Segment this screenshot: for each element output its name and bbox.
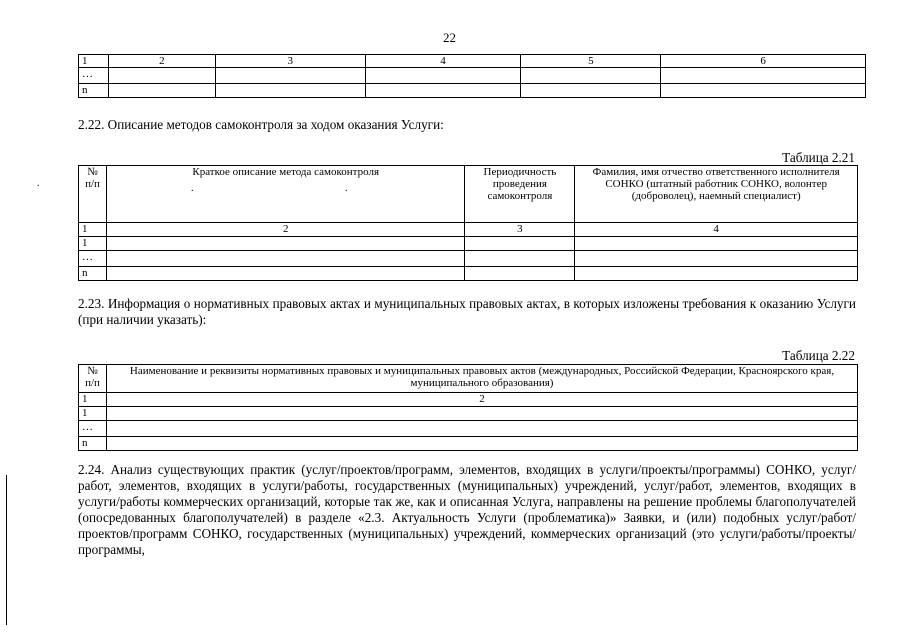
- table-cell: 1: [79, 55, 109, 68]
- table-header-row: [79, 166, 858, 223]
- table-cell: n: [79, 437, 107, 451]
- table-cell: [365, 68, 521, 84]
- table-cell: 2: [106, 223, 464, 237]
- table-cell: 2: [108, 55, 215, 68]
- table-2-21: [78, 165, 858, 281]
- table-2-22-caption: Таблица 2.22: [782, 348, 855, 363]
- table-cell: n: [79, 267, 107, 281]
- section-2-24-text: 2.24. Анализ существующих практик (услуг/проектов/программ, элементов, входящих в услуги/проекты/программы) СОНКО, услуг/работ, элементов, входящих в услуги/работы, государственных (муниципальных) учреждений, услуг/работ, элементов, входящих в услуги/работы коммерческих организаций, которые так же, как и описанная Услуга, направлены на решение проблемы благополучателей (опосредованных благополучателей) в разделе «2.3. Актуальность Услуги (проблематика)» Заявки, и (или) подобных услуг/работ/проектов/программ СОНКО, государственных (муниципальных) учреждений, коммерческих организаций (это услуги/работы/проекты/программы,: [78, 462, 856, 557]
- table-header-row: [79, 365, 858, 393]
- header-method-description: Краткое описание метода самоконтроля: [106, 166, 464, 223]
- table-cell: 4: [575, 223, 858, 237]
- table-cell: n: [79, 84, 109, 98]
- table-cell: [106, 251, 464, 267]
- scan-margin-line: [6, 475, 7, 625]
- table-cell: [465, 237, 575, 251]
- scan-dot: .: [345, 183, 348, 194]
- table-row: [79, 251, 858, 267]
- table-row: [79, 237, 858, 251]
- table-cell: [106, 267, 464, 281]
- table-cell: [108, 68, 215, 84]
- table-cell: 2: [106, 393, 857, 407]
- header-number: № п/п: [79, 365, 107, 393]
- table-row: [79, 407, 858, 421]
- table-row: [79, 393, 858, 407]
- table-cell: 6: [661, 55, 866, 68]
- table-cell: …: [79, 421, 107, 437]
- section-2-22-text: 2.22. Описание методов самоконтроля за ходом оказания Услуги:: [78, 117, 444, 132]
- table-cell: [521, 68, 661, 84]
- table-row: [79, 68, 866, 84]
- table-row: [79, 223, 858, 237]
- table-cell: …: [79, 251, 107, 267]
- scan-dot: .: [37, 178, 40, 189]
- table-cell: 1: [79, 237, 107, 251]
- table-cell: [106, 407, 857, 421]
- table-cell: [106, 421, 857, 437]
- table-cell: [465, 251, 575, 267]
- table-cell: [575, 267, 858, 281]
- table-2-22: [78, 364, 858, 451]
- table-cell: [106, 437, 857, 451]
- table-row: [79, 421, 858, 437]
- table-cell: [521, 84, 661, 98]
- table-cell: 5: [521, 55, 661, 68]
- table-cell: [661, 84, 866, 98]
- header-number: № п/п: [79, 166, 107, 223]
- table-cell: 1: [79, 407, 107, 421]
- table-cell: [365, 84, 521, 98]
- table-cell: [215, 84, 365, 98]
- table-row: [79, 267, 858, 281]
- table-cell: [215, 68, 365, 84]
- table-cell: …: [79, 68, 109, 84]
- table-cell: 4: [365, 55, 521, 68]
- table-cell: 1: [79, 223, 107, 237]
- table-cell: [108, 84, 215, 98]
- table-2-21-caption: Таблица 2.21: [782, 150, 855, 165]
- table-row: [79, 55, 866, 68]
- table-cell: [575, 237, 858, 251]
- table-row: [79, 437, 858, 451]
- table-cell: [465, 267, 575, 281]
- table-cell: 3: [215, 55, 365, 68]
- scan-dot: .: [191, 183, 194, 194]
- page-number: 22: [443, 30, 456, 45]
- table-cell: [661, 68, 866, 84]
- header-legal-acts: Наименование и реквизиты нормативных правовых и муниципальных правовых актов (международных, Российской Федерации, Красноярского края, муниципального образования): [106, 365, 857, 393]
- continuation-table: [78, 54, 866, 98]
- table-cell: 1: [79, 393, 107, 407]
- table-cell: 3: [465, 223, 575, 237]
- header-responsible-person: Фамилия, имя отчество ответственного исполнителя СОНКО (штатный работник СОНКО, волонтер (доброволец), наемный специалист): [575, 166, 858, 223]
- table-cell: [106, 237, 464, 251]
- table-row: [79, 84, 866, 98]
- header-periodicity: Периодичность проведения самоконтроля: [465, 166, 575, 223]
- section-2-23-text: 2.23. Информация о нормативных правовых актах и муниципальных правовых актах, в которых изложены требования к оказанию Услуги (при наличии указать):: [78, 296, 856, 327]
- table-cell: [575, 251, 858, 267]
